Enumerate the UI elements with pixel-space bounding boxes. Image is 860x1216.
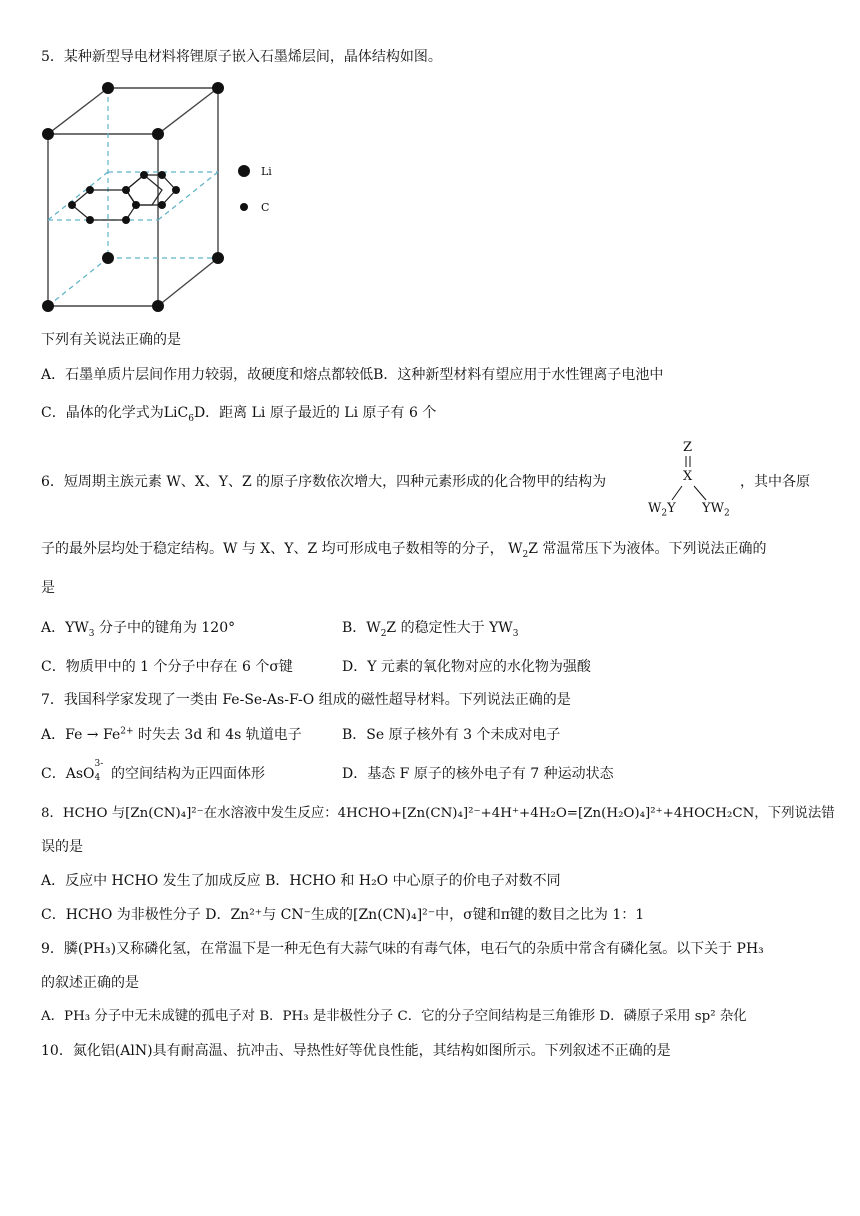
q6-line2: 子的最外层均处于稳定结构。W 与 X、Y、Z 均可形成电子数相等的分子， $W_2Z$ 常温常压下为液体。下列说法正确的 <box>41 541 767 560</box>
q6-line3: 是 <box>41 580 55 596</box>
legend-li-label: Li <box>261 165 272 178</box>
compound-structure <box>646 440 736 520</box>
q6-option-c: C．物质甲中的 1 个分子中存在 6 个σ键 <box>41 659 293 675</box>
q7-option-c: C．AsO 3- 4 的空间结构为正四面体形 <box>41 759 265 783</box>
legend-c-label: C <box>261 201 270 214</box>
q5-option-c-prefix: C．晶体的化学式为 <box>41 405 164 421</box>
q5-stem: 5．某种新型导电材料将锂原子嵌入石墨烯层间，晶体结构如图。 <box>41 49 442 65</box>
q6-line2-formula: $W_2Z$ <box>508 541 538 560</box>
li-legend-dot <box>238 165 250 177</box>
q5-option-c-formula: LiC <box>163 405 189 421</box>
crystal-structure-diagram <box>36 78 286 318</box>
q6-stem-part2: ，其中各原 <box>740 474 810 490</box>
struct-left: $W_2Y$ <box>648 501 676 519</box>
q8-line4: C．HCHO 为非极性分子 D．Zn²⁺与 CN⁻生成的[Zn(CN)₄]²⁻中，σ键和π键的数目之比为 1：1 <box>41 907 645 923</box>
q7-option-a: A．$Fe \to Fe^{2+}$ 时失去 3d 和 4s 轨道电子 <box>41 726 302 743</box>
q5-question: 下列有关说法正确的是 <box>41 332 181 348</box>
q5-option-a: A．石墨单质片层间作用力较弱，故硬度和熔点都较低 <box>41 367 374 383</box>
struct-right: $YW_2$ <box>702 501 730 519</box>
q7-option-b: B．Se 原子核外有 3 个未成对电子 <box>342 727 561 743</box>
q9-line2: 的叙述正确的是 <box>41 975 139 991</box>
q9-line1: 9．膦(PH₃)又称磷化氢，在常温下是一种无色有大蒜气味的有毒气体，电石气的杂质中常含有磷化氢。以下关于 PH₃ <box>41 941 764 957</box>
q6-option-b: B．$W_2Z$ 的稳定性大于 $YW_3$ <box>342 620 519 639</box>
struct-x: X <box>683 469 693 484</box>
q5-option-b: B．这种新型材料有望应用于水性锂离子电池中 <box>373 367 664 383</box>
q5-option-d: D．距离 Li 原子最近的 Li 原子有 6 个 <box>193 405 437 421</box>
q6-option-a: A．$YW_3$ 分子中的键角为 120° <box>41 620 236 639</box>
q6-option-d: D．Y 元素的氧化物对应的水化物为强酸 <box>342 659 591 675</box>
c-legend-dot <box>240 203 248 211</box>
q7-stem: 7．我国科学家发现了一类由 Fe-Se-As-F-O 组成的磁性超导材料。下列说法正确的是 <box>41 692 571 708</box>
q10-line1: 10．氮化铝(AlN)具有耐高温、抗冲击、导热性好等优良性能，其结构如图所示。下列叙述不正确的是 <box>41 1043 671 1059</box>
q8-line1: 8．HCHO 与[Zn(CN)₄]²⁻在水溶液中发生反应：4HCHO+[Zn(CN)₄]²⁻+4H⁺+4H₂O=[Zn(H₂O)₄]²⁺+4HOCH₂CN，下列说法错 <box>41 806 835 821</box>
q6-stem-part1: 6．短周期主族元素 W、X、Y、Z 的原子序数依次增大，四种元素形成的化合物甲的结构为 <box>41 474 607 490</box>
q7-option-d: D．基态 F 原子的核外电子有 7 种运动状态 <box>342 766 614 782</box>
q8-line3: A．反应中 HCHO 发生了加成反应 B．HCHO 和 H₂O 中心原子的价电子对数不同 <box>41 873 561 889</box>
struct-z: Z <box>683 440 693 455</box>
q8-line2: 误的是 <box>41 839 83 855</box>
q5-options-cd <box>41 404 436 422</box>
q9-line3: A．PH₃ 分子中无未成键的孤电子对 B．PH₃ 是非极性分子 C．它的分子空间结构是三角锥形 D．磷原子采用 sp² 杂化 <box>41 1009 747 1024</box>
q5-options-ab <box>41 366 663 384</box>
q5-option-c-subscript: 6 <box>188 413 194 424</box>
